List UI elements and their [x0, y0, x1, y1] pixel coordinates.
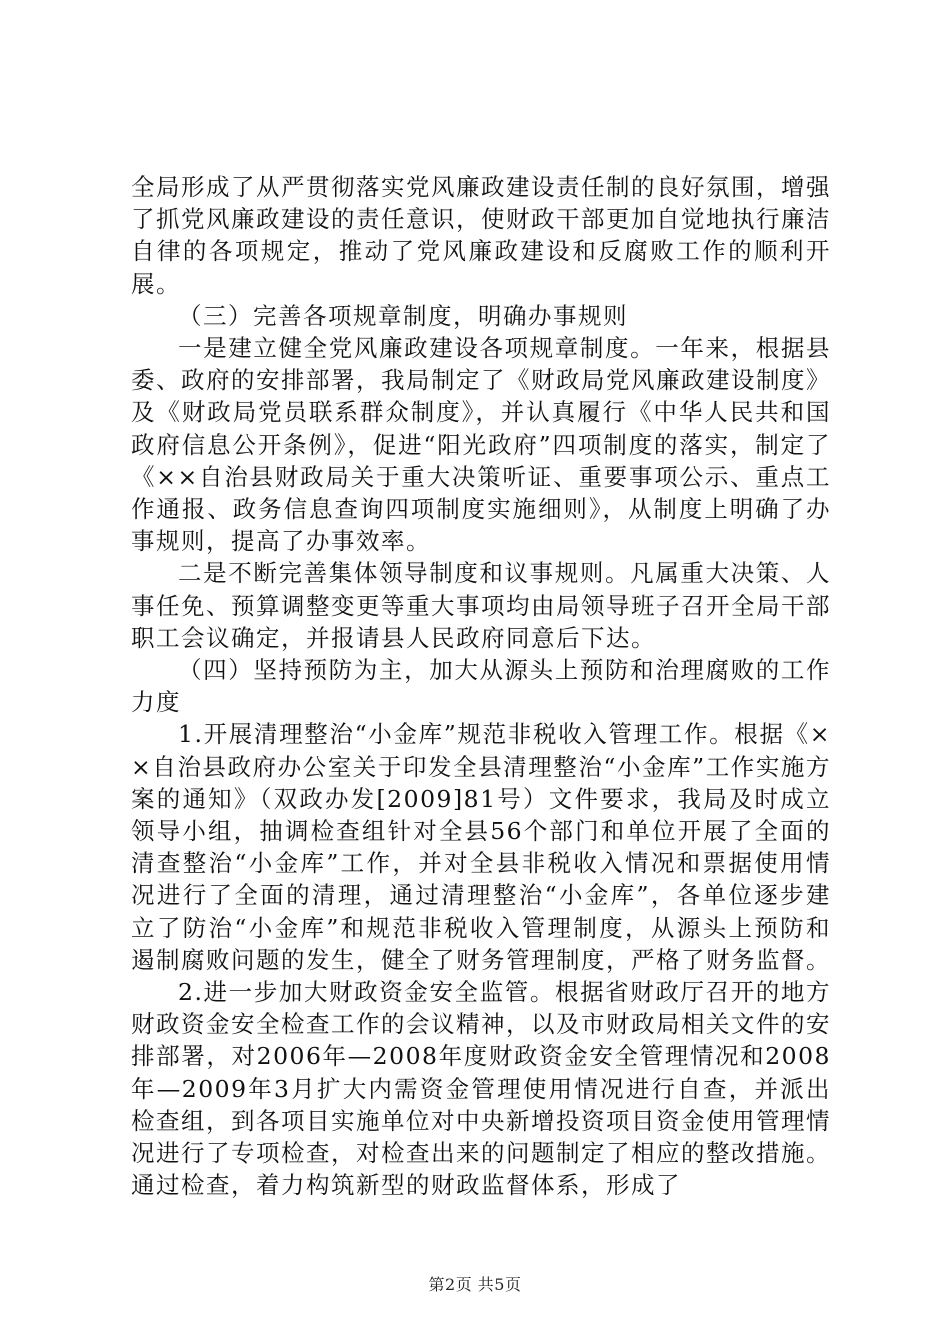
section-heading: （三）完善各项规章制度，明确办事规则	[178, 301, 628, 330]
paragraph: 全局形成了从严贯彻落实党风廉政建设责任制的良好氛围，增强了抓党风廉政建设的责任意识，使财政干部更加自觉地执行廉洁自律的各项规定，推动了党风廉政建设和反腐败工作的顺利开展。	[131, 173, 831, 298]
paragraph: 二是不断完善集体领导制度和议事规则。凡属重大决策、人事任免、预算调整变更等重大事项均由局领导班子召开全局干部职工会议确定，并报请县人民政府同意后下达。	[131, 559, 831, 652]
section-heading: （四）坚持预防为主，加大从源头上预防和治理腐败的工作力度	[131, 656, 831, 717]
page-number-footer: 第2页 共5页	[428, 1275, 522, 1294]
document-body	[131, 171, 831, 1202]
paragraph: 一是建立健全党风廉政建设各项规章制度。一年来，根据县委、政府的安排部署，我局制定了《财政局党风廉政建设制度》及《财政局党员联系群众制度》，并认真履行《中华人民共和国政府信息公开条例》，促进“阳光政府”四项制度的落实，制定了《××自治县财政局关于重大决策听证、重要事项公示、重点工作通报、政务信息查询四项制度实施细则》，从制度上明确了办事规则，提高了办事效率。	[131, 334, 831, 556]
paragraph: 1.开展清理整治“小金库”规范非税收入管理工作。根据《××自治县政府办公室关于印发全县清理整治“小金库”工作实施方案的通知》（双政办发[2009]81号）文件要求，我局及时成立领导小组，抽调检查组针对全县56个部门和单位开展了全面的清查整治“小金库”工作，并对全县非税收入情况和票据使用情况进行了全面的清理，通过清理整治“小金库”，各单位逐步建立了防治“小金库”和规范非税收入管理制度，从源头上预防和遏制腐败问题的发生，健全了财务管理制度，严格了财务监督。	[131, 720, 831, 974]
paragraph: 2.进一步加大财政资金安全监管。根据省财政厅召开的地方财政资金安全检查工作的会议精神，以及市财政局相关文件的安排部署，对2006年—2008年度财政资金安全管理情况和2008年—2009年3月扩大内需资金管理使用情况进行自查，并派出检查组，到各项目实施单位对中央新增投资项目资金使用管理情况进行了专项检查，对检查出来的问题制定了相应的整改措施。通过检查，着力构筑新型的财政监督体系，形成了	[131, 978, 831, 1200]
